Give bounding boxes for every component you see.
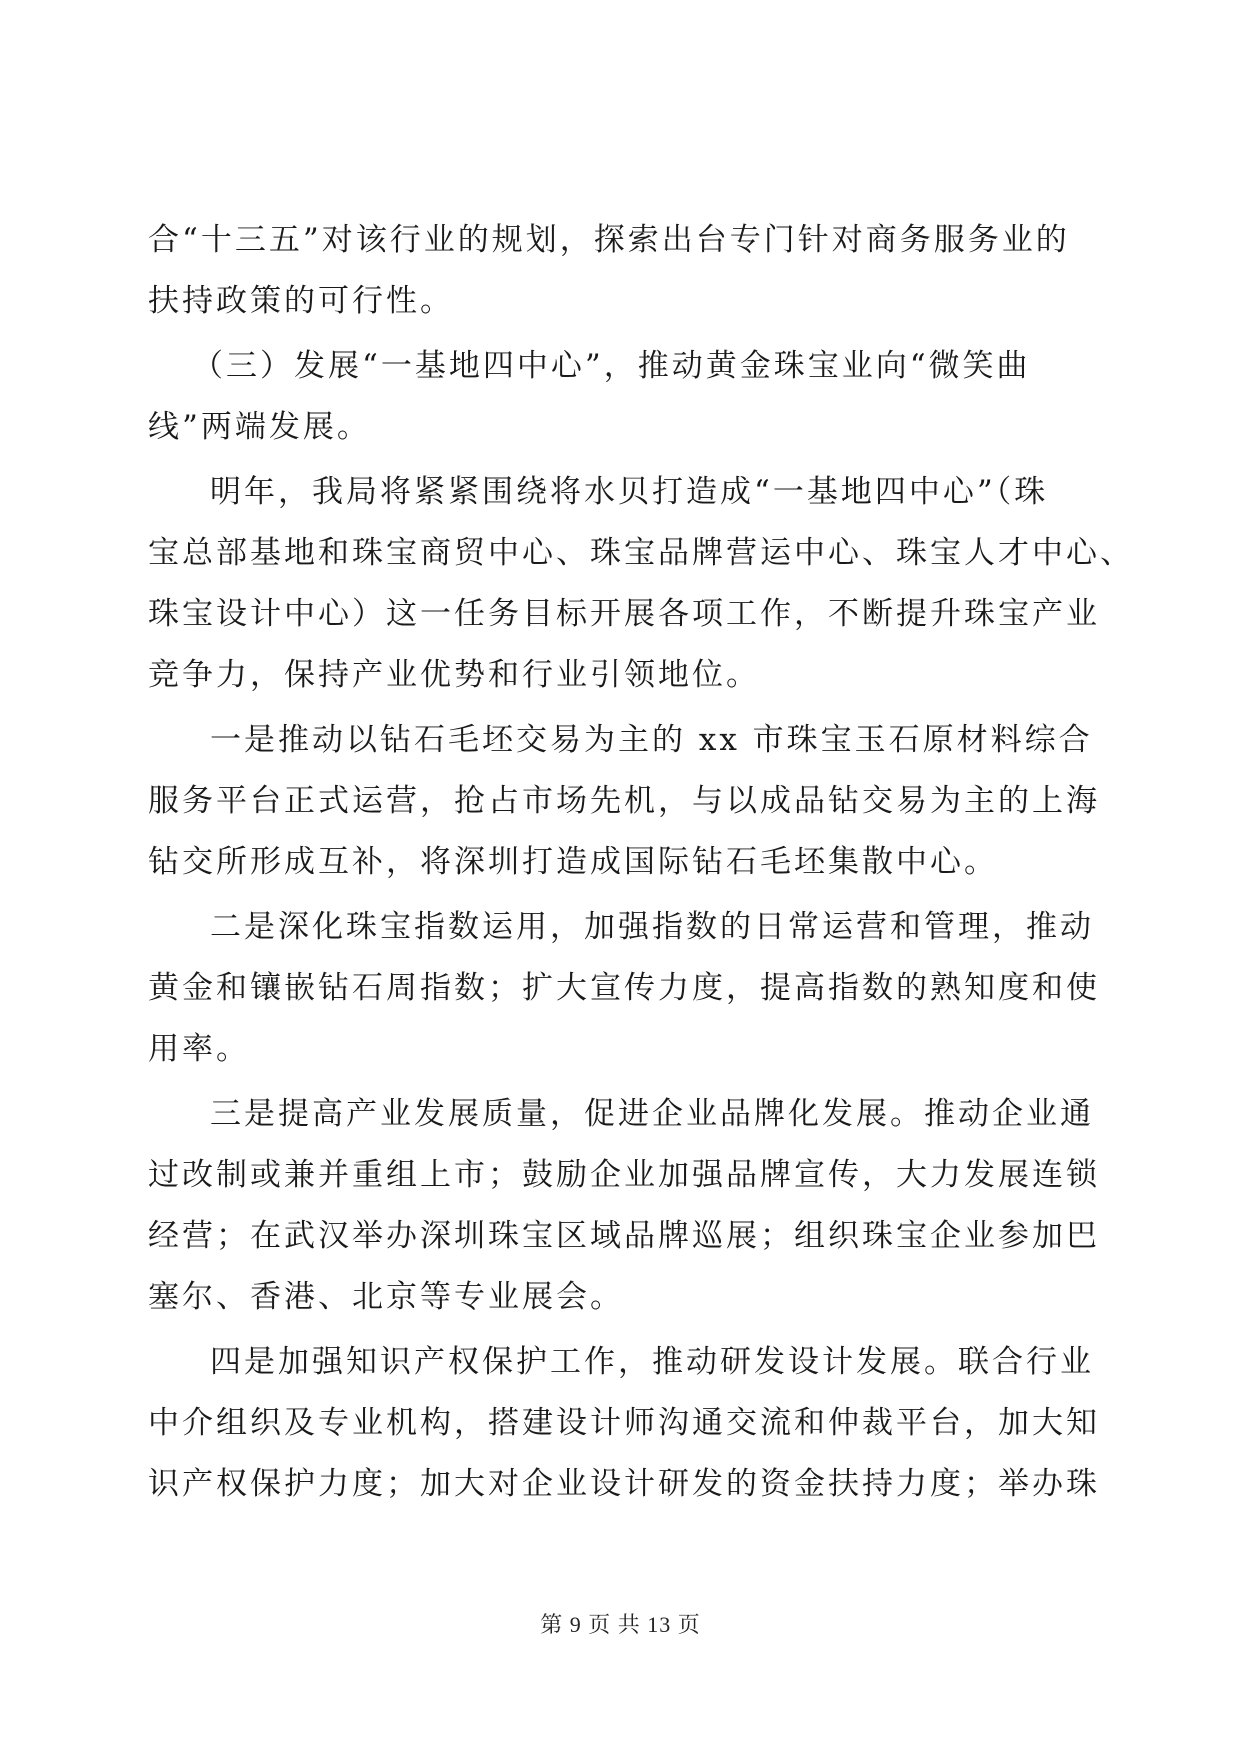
paragraph-4-line-1: 一是推动以钻石毛坯交易为主的 xx 市珠宝玉石原材料综合: [210, 722, 1093, 758]
paragraph-6-line-2: 过改制或兼并重组上市；鼓励企业加强品牌宣传，大力发展连锁: [148, 1157, 1100, 1193]
paragraph-3-line-3: 珠宝设计中心）这一任务目标开展各项工作，不断提升珠宝产业: [148, 596, 1100, 632]
paragraph-7-line-1: 四是加强知识产权保护工作，推动研发设计发展。联合行业: [210, 1344, 1094, 1380]
paragraph-1-line-2: 扶持政策的可行性。: [148, 283, 454, 319]
paragraph-3-line-1: 明年，我局将紧紧围绕将水贝打造成“一基地四中心”（珠: [210, 474, 1049, 510]
paragraph-3-line-4: 竞争力，保持产业优势和行业引领地位。: [148, 657, 760, 693]
document-body: [148, 222, 1134, 1530]
paragraph-6-line-4: 塞尔、香港、北京等专业展会。: [148, 1279, 624, 1315]
paragraph-7-line-2: 中介组织及专业机构，搭建设计师沟通交流和仲裁平台，加大知: [148, 1405, 1100, 1441]
section-heading-line-1: （三）发展“一基地四中心”，推动黄金珠宝业向“微笑曲: [192, 348, 1031, 384]
paragraph-3-line-2: 宝总部基地和珠宝商贸中心、珠宝品牌营运中心、珠宝人才中心、: [148, 535, 1134, 571]
section-heading-line-2: 线”两端发展。: [148, 409, 371, 445]
paragraph-4-line-3: 钻交所形成互补，将深圳打造成国际钻石毛坯集散中心。: [148, 844, 998, 880]
paragraph-6-line-3: 经营；在武汉举办深圳珠宝区域品牌巡展；组织珠宝企业参加巴: [148, 1218, 1100, 1254]
paragraph-5-line-1: 二是深化珠宝指数运用，加强指数的日常运营和管理，推动: [210, 909, 1094, 945]
page-number-footer: 第 9 页 共 13 页: [540, 1612, 701, 1637]
paragraph-1-line-1: 合“十三五”对该行业的规划，探索出台专门针对商务服务业的: [148, 222, 1070, 258]
paragraph-5-line-3: 用率。: [148, 1031, 250, 1067]
paragraph-5-line-2: 黄金和镶嵌钻石周指数；扩大宣传力度，提高指数的熟知度和使: [148, 970, 1100, 1006]
paragraph-6-line-1: 三是提高产业发展质量，促进企业品牌化发展。推动企业通: [210, 1096, 1094, 1132]
paragraph-4-line-2: 服务平台正式运营，抢占市场先机，与以成品钻交易为主的上海: [148, 783, 1100, 819]
paragraph-7-line-3: 识产权保护力度；加大对企业设计研发的资金扶持力度；举办珠: [148, 1466, 1100, 1502]
